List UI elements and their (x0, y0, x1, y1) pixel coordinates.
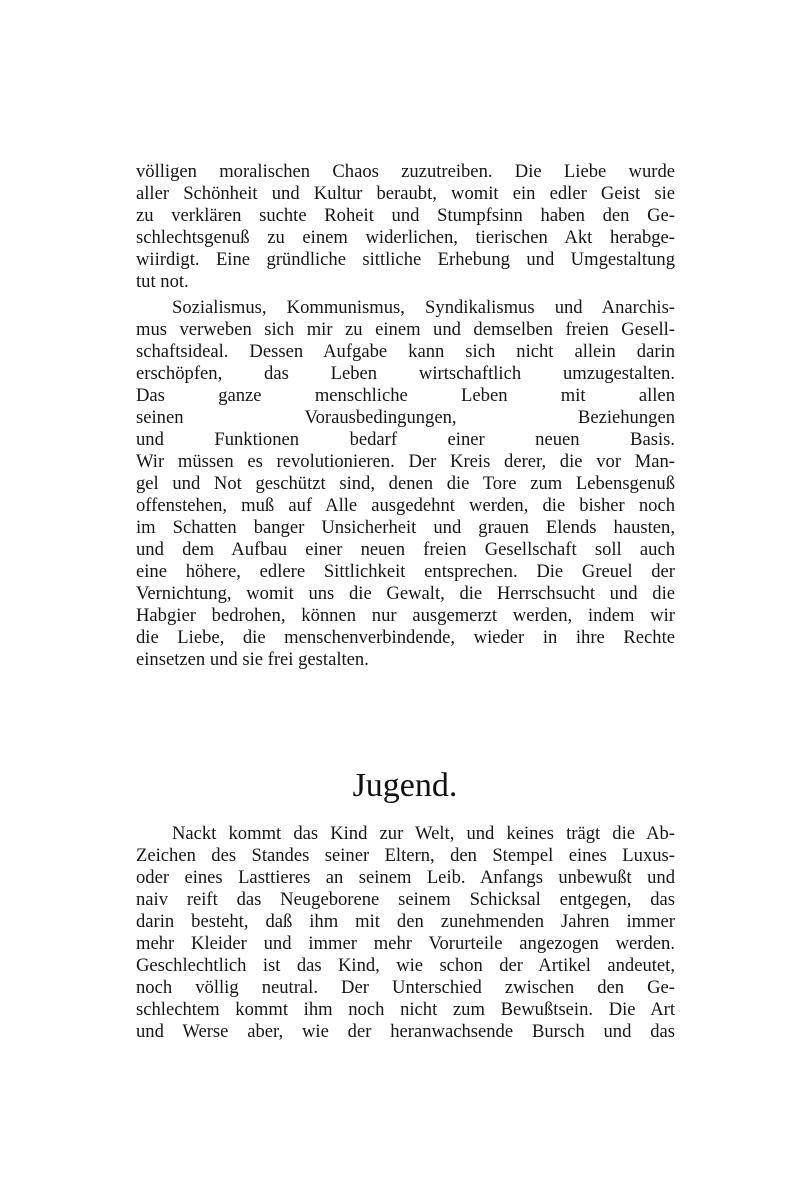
text-line: naiv reift das Neugeborene seinem Schicksal entgegen, das (136, 889, 675, 910)
text-line: schlechtsgenuß zu einem widerlichen, tierischen Akt herabge- (136, 227, 675, 248)
text-line: erschöpfen, das Leben wirtschaftlich umzugestalten. (136, 363, 675, 384)
text-line: seinen Vorausbedingungen, Beziehungen (136, 407, 675, 428)
text-line: die Liebe, die menschenverbindende, wieder in ihre Rechte (136, 627, 675, 648)
text-line: und Funktionen bedarf einer neuen Basis. (136, 429, 675, 450)
text-line: Sozialismus, Kommunismus, Syndikalismus und Anarchis- (172, 297, 675, 318)
text-line: mehr Kleider und immer mehr Vorurteile angezogen werden. (136, 933, 675, 954)
text-line: und dem Aufbau einer neuen freien Gesellschaft soll auch (136, 539, 675, 560)
text-line: Zeichen des Standes seiner Eltern, den Stempel eines Luxus- (136, 845, 675, 866)
text-line: gel und Not geschützt sind, denen die Tore zum Lebensgenuß (136, 473, 675, 494)
text-line: wiirdigt. Eine gründliche sittliche Erhebung und Umgestaltung (136, 249, 675, 270)
text-line: Nackt kommt das Kind zur Welt, und keines trägt die Ab- (172, 823, 675, 844)
chapter-heading: Jugend. (352, 767, 458, 804)
text-line: einsetzen und sie frei gestalten. (136, 649, 369, 670)
text-line: tut not. (136, 271, 189, 292)
text-line: schaftsideal. Dessen Aufgabe kann sich nicht allein darin (136, 341, 675, 362)
text-line: Habgier bedrohen, können nur ausgemerzt werden, indem wir (136, 605, 675, 626)
text-line: noch völlig neutral. Der Unterschied zwischen den Ge- (136, 977, 675, 998)
text-line: Geschlechtlich ist das Kind, wie schon der Artikel andeutet, (136, 955, 675, 976)
text-line: schlechtem kommt ihm noch nicht zum Bewußtsein. Die Art (136, 999, 675, 1020)
text-line: Vernichtung, womit uns die Gewalt, die Herrschsucht und die (136, 583, 675, 604)
text-line: darin besteht, daß ihm mit den zunehmenden Jahren immer (136, 911, 675, 932)
text-line: Das ganze menschliche Leben mit allen (136, 385, 675, 406)
text-line: eine höhere, edlere Sittlichkeit entsprechen. Die Greuel der (136, 561, 675, 582)
text-line: im Schatten banger Unsicherheit und grauen Elends hausten, (136, 517, 675, 538)
text-line: oder eines Lasttieres an seinem Leib. Anfangs unbewußt und (136, 867, 675, 888)
text-line: völligen moralischen Chaos zuzutreiben. Die Liebe wurde (136, 161, 675, 182)
text-line: und Werse aber, wie der heranwachsende Bursch und das (136, 1021, 675, 1042)
text-line: aller Schönheit und Kultur beraubt, womit ein edler Geist sie (136, 183, 675, 204)
text-line: zu verklären suchte Roheit und Stumpfsinn haben den Ge- (136, 205, 675, 226)
text-line: offenstehen, muß auf Alle ausgedehnt werden, die bisher noch (136, 495, 675, 516)
text-line: mus verweben sich mir zu einem und demselben freien Gesell- (136, 319, 675, 340)
text-line: Wir müssen es revolutionieren. Der Kreis derer, die vor Man- (136, 451, 675, 472)
